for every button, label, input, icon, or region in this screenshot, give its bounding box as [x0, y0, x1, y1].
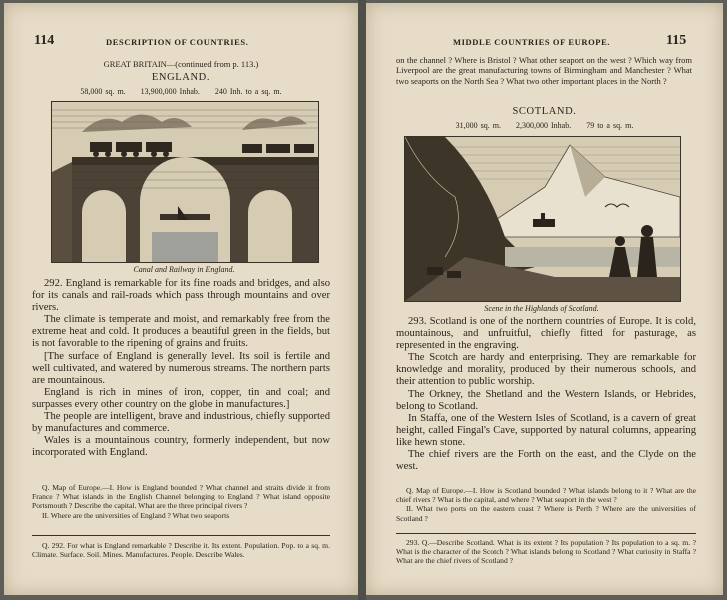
- para-292: 292. England is remarkable for its fine roads and bridges, and also for its canals and rail-roads which pass through mountains and over rivers.: [32, 278, 330, 314]
- country-title-england: ENGLAND.: [151, 72, 211, 83]
- questions-ii-scotland: II. What two ports on the eastern coast ? Where is Perth ? Where are the universities of Scotland ?: [396, 504, 696, 523]
- scotland-footnote: [396, 538, 696, 566]
- para-wales: Wales is a mountainous country, formerly independent, but now incorporated with England.: [32, 435, 330, 459]
- right-running-head: [366, 33, 723, 49]
- para-climate: The climate is temperate and moist, and remarkably free from the extreme heat and cold. It produces a beautiful green in the fields, but is not favorable to the ripening of grains and fruits.: [32, 314, 330, 350]
- england-stats: 58,000 sq. m. 13,900,000 Inhab. 240 Inh. to a sq. m.: [80, 87, 282, 96]
- england-map-questions: [32, 483, 330, 520]
- england-body: [32, 278, 330, 459]
- scotland-map-questions: [396, 486, 696, 523]
- right-running-title: MIDDLE COUNTRIES OF EUROPE.: [453, 37, 611, 47]
- caption-highlands: Scene in the Highlands of Scotland.: [484, 304, 599, 313]
- section-header: GREAT BRITAIN—(continued from p. 113.): [103, 59, 259, 69]
- para-scotch: The Scotch are hardy and enterprising. They are remarkable for knowledge and morality, produced by their numerous schools, and their attention to public worship.: [396, 352, 696, 388]
- para-islands: The Orkney, the Shetland and the Western Islands, or Hebrides, belong to Scotland.: [396, 388, 696, 412]
- left-page: [4, 3, 358, 595]
- para-staffa: In Staffa, one of the Western Isles of Scotland, is a cavern of great height, called Fingal's Cave, supported by natural columns, appearing like hewn stone.: [396, 412, 696, 448]
- canal-railway-illustration: [52, 102, 318, 262]
- book-gutter: [358, 0, 366, 600]
- left-running-title: DESCRIPTION OF COUNTRIES.: [106, 37, 249, 47]
- engraving-highlands: [404, 136, 681, 302]
- scotland-stats: 31,000 sq. m. 2,300,000 Inhab. 79 to a sq. m.: [455, 121, 634, 130]
- footnote-rule: [32, 535, 330, 536]
- questions-ii: II. Where are the universities of England ? What two seaports: [42, 510, 230, 520]
- right-page-number: 115: [666, 33, 687, 48]
- para-people: The people are intelligent, brave and industrious, chiefly supported by manufactures and commerce.: [32, 411, 330, 435]
- left-page-number: 114: [34, 33, 55, 48]
- footnote-rule-right: [396, 533, 696, 534]
- footnote-293: 293. Q.—Describe Scotland. What is its extent ? Its population ? Its population to a sq. m. ? What is the character of the Scotch ? What islands belong to Scotland ? What curiosity in Staffa ? What are the chief rivers of Scotland ?: [396, 538, 696, 566]
- continued-questions-text: on the channel ? Where is Bristol ? What other seaport on the west ? Which way from Liverpool are the great manufacturing towns of Birmingham and Manchester ? What two seaports on the North Sea ? What two other important places in the North ?: [396, 55, 692, 86]
- right-page: [366, 3, 723, 595]
- left-running-head: [4, 33, 358, 49]
- highlands-illustration: [405, 137, 680, 301]
- continued-questions: [396, 55, 692, 86]
- para-rivers: The chief rivers are the Forth on the east, and the Clyde on the west.: [396, 449, 696, 473]
- footnote-292: Q. 292. For what is England remarkable ? Describe it. Its extent. Population. Pop. to a sq. m. Climate. Surface. Soil. Mines. Manufactures. People. Describe Wales.: [32, 541, 330, 560]
- para-surface: [The surface of England is generally level. Its soil is fertile and well cultivated, and watered by numerous streams. The northern parts are mountainous.: [32, 350, 330, 386]
- caption-canal-railway: Canal and Railway in England.: [133, 265, 235, 274]
- country-title-scotland: SCOTLAND.: [512, 106, 577, 117]
- engraving-canal-railway: [51, 101, 319, 263]
- questions-i-scotland: Q. Map of Europe.—I. How is Scotland bounded ? What islands belong to it ? What are the chief rivers ? What is the capital, and where ? What seaport in the west ?: [396, 486, 696, 505]
- para-293: 293. Scotland is one of the northern countries of Europe. It is cold, mountainous, and unfruitful, chiefly fitted for pasturage, as represented in the engraving.: [396, 316, 696, 352]
- para-mines: England is rich in mines of iron, copper, tin and coal; and surpasses every other country on the globe in manufactures.]: [32, 386, 330, 410]
- scotland-body: [396, 316, 696, 473]
- england-footnote: [32, 541, 330, 559]
- questions-i: Q. Map of Europe.—I. How is England bounded ? What channel and straits divide it from France ? What islands in the English Channel belonging to England ? What island opposite Portsmouth ? Describe the capital. What are the three principal rivers ?: [32, 483, 330, 511]
